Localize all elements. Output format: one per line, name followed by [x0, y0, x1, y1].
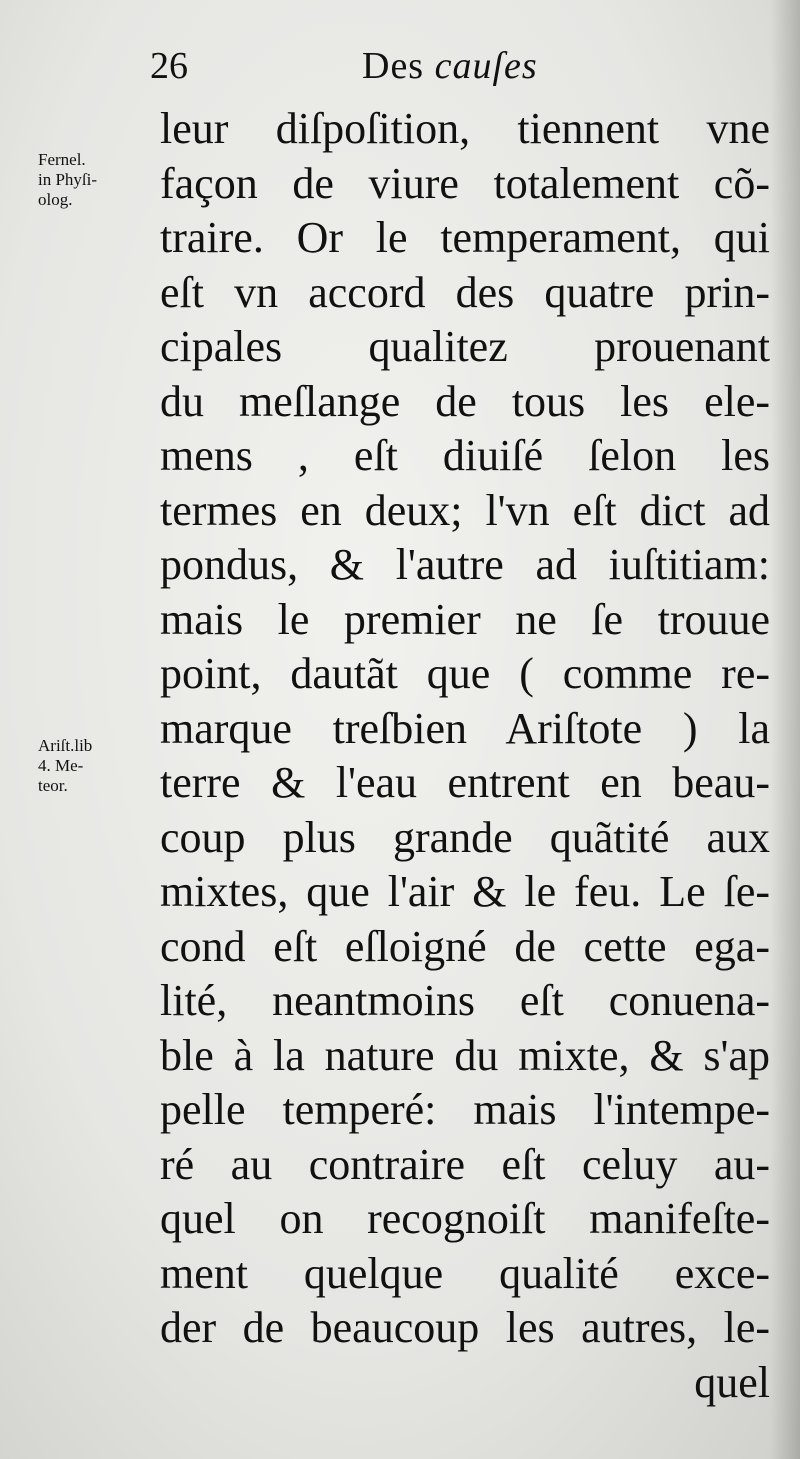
- margin-note-fernel: [38, 150, 97, 210]
- text-line: cond eſt eſloigné de cette ega-: [160, 921, 770, 971]
- text-line: cipales qualitez prouenant: [160, 322, 770, 371]
- text-line: leur diſpoſition, tiennent vne: [160, 104, 770, 153]
- text-line: termes en deux; l'vn eſt dict ad: [160, 485, 770, 535]
- text-line: marque treſbien Ariſtote ) la: [160, 703, 770, 753]
- text-line: lité, neantmoins eſt conuena-: [160, 976, 770, 1025]
- text-line: terre & l'eau entrent en beau-: [160, 758, 770, 807]
- text-line: quel on recognoiſt manifeſte-: [160, 1194, 770, 1243]
- text-line: pelle temperé: mais l'intempe-: [160, 1085, 770, 1134]
- margin-note-line: olog.: [38, 190, 73, 209]
- text-line: der de beaucoup les autres, le-: [160, 1303, 770, 1352]
- margin-note-line: teor.: [38, 776, 68, 795]
- running-head-prefix: Des: [362, 45, 435, 87]
- margin-note-line: in Phyſi-: [38, 170, 98, 189]
- text-line: mais le premier ne ſe trouue: [160, 594, 770, 644]
- running-head-italic: cauſes: [434, 45, 538, 87]
- text-line: ble à la nature du mixte, & s'ap: [160, 1030, 770, 1080]
- margin-note-line: Fernel.: [38, 150, 86, 169]
- text-line: mens , eſt diuiſé ſelon les: [160, 431, 770, 480]
- text-line: ré au contraire eſt celuy au-: [160, 1139, 770, 1189]
- text-line: façon de viure totalement cõ-: [160, 158, 770, 208]
- text-line: traire. Or le temperament, qui: [160, 213, 770, 262]
- margin-note-aristotle: [38, 736, 92, 796]
- text-line: mixtes, que l'air & le feu. Le ſe-: [160, 867, 770, 916]
- text-line: point, dautãt que ( comme re-: [160, 649, 770, 698]
- page-number: 26: [150, 45, 188, 87]
- margin-note-line: Ariſt.lib: [38, 736, 93, 755]
- running-head: [362, 44, 538, 88]
- page-header: [150, 44, 710, 94]
- text-line: eſt vn accord des quatre prin-: [160, 267, 770, 317]
- text-line: pondus, & l'autre ad iuſtitiam:: [160, 540, 770, 589]
- catchword: quel: [694, 1357, 770, 1407]
- text-line: du meſlange de tous les ele-: [160, 376, 770, 426]
- margin-note-line: 4. Me-: [38, 756, 84, 775]
- body-text: [160, 102, 770, 1410]
- page-shadow: [770, 0, 800, 1459]
- text-line: coup plus grande quãtité aux: [160, 812, 770, 862]
- text-line: ment quelque qualité exce-: [160, 1248, 770, 1298]
